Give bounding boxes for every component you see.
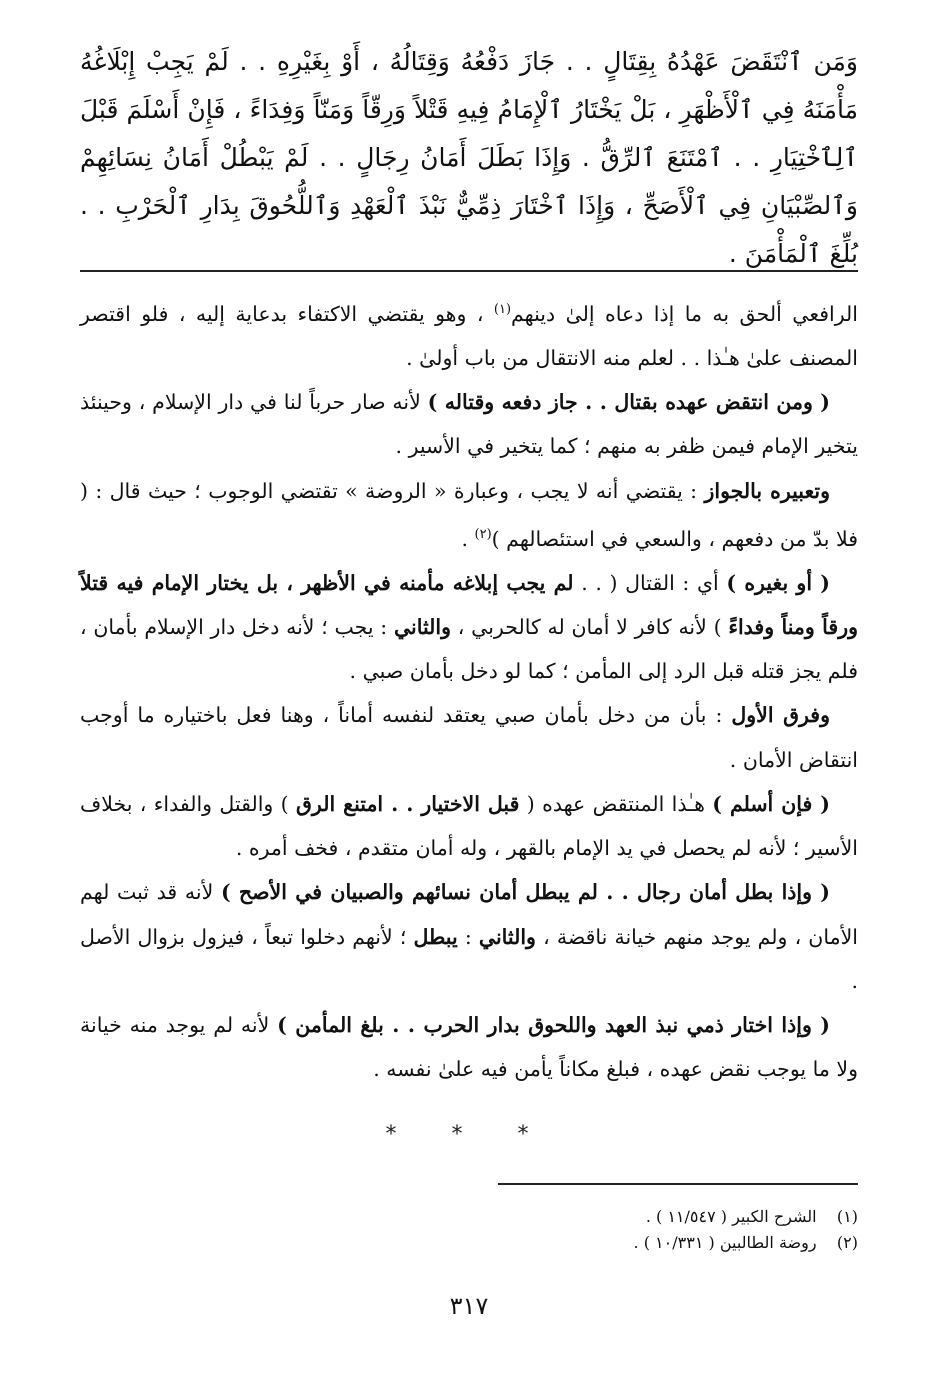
quoted-matn: والثاني xyxy=(393,615,452,640)
text-run: لأنه لم يوجد منه خيانة ولا ما يوجب نقض عهده ، فبلغ مكاناً يأمن فيه علىٰ نفسه . xyxy=(80,1012,858,1082)
footnote-ref-2[interactable]: (٢) xyxy=(474,526,492,542)
footnote-number: (١) xyxy=(836,1207,858,1226)
text-run: ) لأنه كافر لا أمان له كالحربي ، xyxy=(451,615,729,640)
text-run: لأنه صار حرباً لنا في دار الإسلام ، وحينئذ يتخير الإمام فيمن ظفر به منهم ؛ كما يتخير في الأسير . xyxy=(80,390,858,459)
quoted-matn: ( وإذا اختار ذمي نبذ العهد واللحوق بدار الحرب . . بلغ المأمن ) xyxy=(277,1012,831,1037)
text-run: الرافعي ألحق به ما إذا دعاه إلىٰ دينهم xyxy=(511,301,858,326)
commentary-paragraph-5 xyxy=(80,693,858,781)
commentary-paragraph-1 xyxy=(80,288,858,380)
text-run: ، وهو يقتضي الاكتفاء بدعاية إليه ، فلو اقتصر المصنف علىٰ هـٰذا . . لعلم منه الانتقال من باب أولىٰ . xyxy=(80,301,858,371)
footnote-ref-1[interactable]: (١) xyxy=(493,302,512,317)
text-run: : يجب ؛ لأنه دخل دار الإسلام بأمان ، فلم يجز قتله قبل الرد إلى المأمن ؛ كما لو دخل بأمان صبي . xyxy=(80,615,858,684)
text-run: أي : القتال ( . . xyxy=(573,570,727,595)
text-run: هـٰذا المنتقض عهده ( xyxy=(519,791,713,816)
quoted-matn: ( فإن أسلم ) xyxy=(712,791,830,816)
quoted-matn: قبل الاختيار . . امتنع الرق xyxy=(296,791,520,816)
quoted-matn: ( ومن انتقض عهده بقتال . . جاز دفعه وقتاله ) xyxy=(427,390,830,415)
text-run: . xyxy=(461,526,475,551)
quoted-matn: وفرق الأول xyxy=(731,703,830,728)
footnote-item xyxy=(80,1230,858,1256)
quoted-matn: والثاني xyxy=(478,924,536,949)
quoted-matn: يبطل xyxy=(413,924,458,949)
text-run: : xyxy=(457,924,479,949)
text-run: ؛ لأنهم دخلوا تبعاً ، فيزول بزوال الأصل . xyxy=(80,924,858,993)
commentary-section xyxy=(80,288,858,1091)
quoted-matn: ( وإذا بطل أمان رجال . . لم يبطل أمان نسائهم والصبيان في الأصح ) xyxy=(220,880,830,905)
quoted-matn: لم يجب إبلاغه مأمنه في الأظهر ، بل يختار الإمام فيه قتلاً ورقاً ومناً وفداءً xyxy=(80,570,859,640)
matn-text: وَمَن ٱنْتَقَضَ عَهْدُهُ بِقِتَالٍ . . جَازَ دَفْعُهُ وَقِتَالُهُ ، أَوْ بِغَيْرِهِ . . لَمْ يَجِبْ إِبْلَاغُهُ مَأْمَنَهُ فِي ٱلْأَظْهَرِ ، بَلْ يَخْتَارُ ٱلْإِمَامُ فِيهِ قَتْلاً وَرِقّاً وَمَنّاً وَفِدَاءً ، فَإِنْ أَسْلَمَ قَبْلَ ٱلِٱخْتِيَارِ . . ٱمْتَنَعَ ٱلرِّقُّ . وَإِذَا بَطَلَ أَمَانُ رِجَالٍ . . لَمْ يَبْطُلْ أَمَانُ نِسَائِهِمْ وَٱلصِّبْيَانِ فِي ٱلْأَصَحِّ ، وَإِذَا ٱخْتَارَ ذِمِّيٌّ نَبْذَ ٱلْعَهْدِ وَٱللُّحُوقَ بِدَارِ ٱلْحَرْبِ . . بُلِّغَ ٱلْمَأْمَنَ . xyxy=(80,47,858,268)
matn-separator-rule xyxy=(80,270,858,272)
section-divider-stars: * * * xyxy=(385,1122,553,1147)
text-run: : بأن من دخل بأمان صبي يعتقد لنفسه أماناً ، وهنا فعل باختياره ما أوجب انتقاض الأمان . xyxy=(80,703,858,772)
footnote-text: الشرح الكبير ( ١١/٥٤٧ ) . xyxy=(645,1207,817,1226)
text-run: : يقتضي أنه لا يجب ، وعبارة « الروضة » تقتضي الوجوب ؛ حيث قال : ( فلا بدّ من دفعهم ، والسعي في استئصالهم ) xyxy=(80,478,858,551)
quoted-matn: ( أو بغيره ) xyxy=(726,570,830,595)
quoted-matn: وتعبيره بالجواز xyxy=(704,478,830,503)
footnote-item xyxy=(80,1204,858,1230)
footnotes xyxy=(80,1204,858,1256)
commentary-paragraph-2 xyxy=(80,380,858,468)
commentary-paragraph-8 xyxy=(80,1003,858,1091)
footnote-text: روضة الطالبين ( ١٠/٣٣١ ) . xyxy=(633,1233,817,1252)
text-run: ) والقتل والفداء ، بخلاف الأسير ؛ لأنه لم يحصل في يد الإمام بالقهر ، وله أمان متقدم ، فخف أمره . xyxy=(80,791,858,861)
page-number: ٣١٧ xyxy=(449,1292,489,1320)
text-run: لأنه قد ثبت لهم الأمان ، ولم يوجد منهم خيانة ناقضة ، xyxy=(80,880,858,949)
commentary-paragraph-4 xyxy=(80,561,858,694)
commentary-paragraph-7 xyxy=(80,870,858,1003)
commentary-paragraph-3 xyxy=(80,469,858,561)
commentary-paragraph-6 xyxy=(80,782,858,870)
footnote-separator-rule xyxy=(498,1183,858,1185)
footnote-number: (٢) xyxy=(836,1233,858,1252)
